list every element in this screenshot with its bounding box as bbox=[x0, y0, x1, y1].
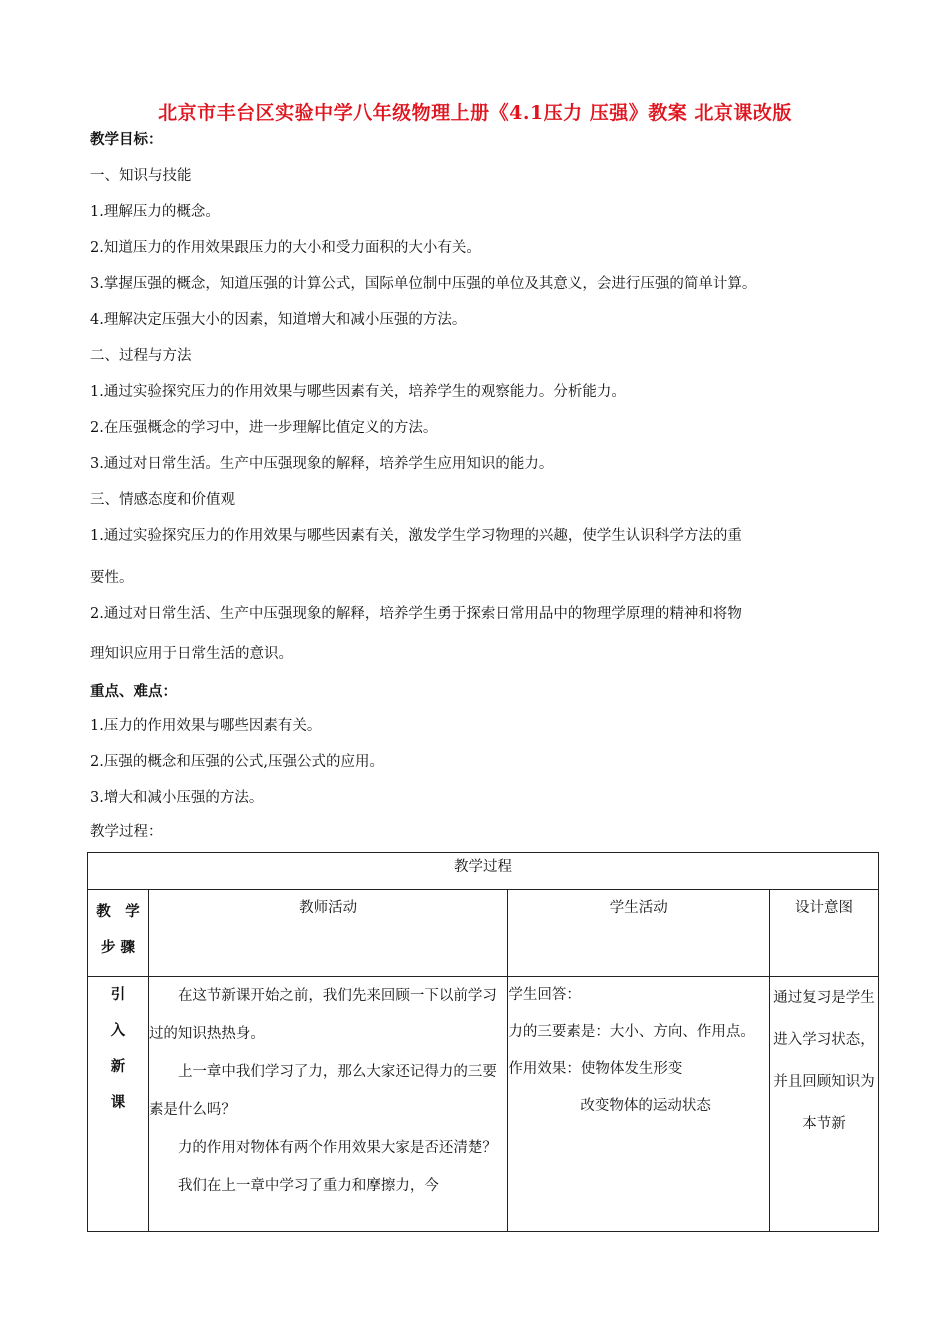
section-heading: 二、过程与方法 bbox=[90, 348, 192, 364]
step-cell bbox=[88, 977, 149, 1232]
col-header-student: 学生活动 bbox=[508, 890, 770, 977]
design-intent-cell: 通过复习是学生进入学习状态，并且回顾知识为本节新 bbox=[770, 977, 879, 1232]
student-line: 作用效果：使物体发生形变 bbox=[508, 1061, 683, 1077]
list-item: 4.理解决定压强大小的因素，知道增大和减小压强的方法。 bbox=[90, 312, 467, 328]
step-char: 课 bbox=[110, 1095, 126, 1111]
list-item: 2.通过对日常生活、生产中压强现象的解释，培养学生勇于探索日常用品中的物理学原理的精神和将物 bbox=[90, 606, 742, 622]
step-char: 入 bbox=[110, 1023, 126, 1039]
table-caption: 教学过程 bbox=[88, 853, 879, 890]
col-header-step-line2: 步 骤 bbox=[100, 940, 135, 956]
list-item: 2.知道压力的作用效果跟压力的大小和受力面积的大小有关。 bbox=[90, 240, 481, 256]
list-item: 2.压强的概念和压强的公式,压强公式的应用。 bbox=[90, 754, 384, 770]
list-item-continued: 要性。 bbox=[90, 570, 134, 586]
list-item: 1.理解压力的概念。 bbox=[90, 204, 220, 220]
list-item: 3.通过对日常生活。生产中压强现象的解释，培养学生应用知识的能力。 bbox=[90, 456, 554, 472]
list-item: 3.掌握压强的概念，知道压强的计算公式，国际单位制中压强的单位及其意义，会进行压强的简单计算。 bbox=[90, 276, 757, 292]
section-heading: 一、知识与技能 bbox=[90, 168, 192, 184]
key-points-heading: 重点、难点： bbox=[90, 684, 177, 700]
process-label: 教学过程： bbox=[90, 824, 163, 840]
goals-heading: 教学目标： bbox=[90, 132, 163, 148]
list-item-continued: 理知识应用于日常生活的意识。 bbox=[90, 646, 293, 662]
student-line: 力的三要素是：大小、方向、作用点。 bbox=[508, 1024, 755, 1040]
teacher-activity-cell bbox=[148, 977, 507, 1232]
table-header-row bbox=[88, 890, 879, 977]
list-item: 3.增大和减小压强的方法。 bbox=[90, 790, 264, 806]
teacher-paragraph: 力的作用对物体有两个作用效果大家是否还清楚？ bbox=[177, 1140, 497, 1156]
list-item: 1.压力的作用效果与哪些因素有关。 bbox=[90, 718, 322, 734]
list-item: 1.通过实验探究压力的作用效果与哪些因素有关，激发学生学习物理的兴趣，使学生认识科学方法的重 bbox=[90, 528, 742, 544]
teaching-process-table bbox=[87, 852, 879, 1232]
student-line: 改变物体的运动状态 bbox=[580, 1098, 711, 1114]
col-header-teacher: 教师活动 bbox=[148, 890, 507, 977]
step-char: 新 bbox=[110, 1059, 126, 1075]
col-header-step bbox=[88, 890, 149, 977]
teacher-paragraph: 我们在上一章中学习了重力和摩擦力，今 bbox=[177, 1178, 439, 1194]
table-row bbox=[88, 977, 879, 1232]
section-heading: 三、情感态度和价值观 bbox=[90, 492, 235, 508]
col-header-design: 设计意图 bbox=[770, 890, 879, 977]
student-line: 学生回答： bbox=[508, 987, 581, 1003]
document-title: 北京市丰台区实验中学八年级物理上册《4.1压力 压强》教案 北京课改版 bbox=[158, 102, 792, 124]
teacher-paragraph: 在这节新课开始之前，我们先来回顾一下以前学习过的知识热热身。 bbox=[148, 988, 497, 1042]
list-item: 2.在压强概念的学习中，进一步理解比值定义的方法。 bbox=[90, 420, 438, 436]
teacher-paragraph: 上一章中我们学习了力，那么大家还记得力的三要素是什么吗？ bbox=[148, 1064, 497, 1118]
step-char: 引 bbox=[110, 987, 126, 1003]
student-activity-cell bbox=[508, 977, 770, 1232]
list-item: 1.通过实验探究压力的作用效果与哪些因素有关，培养学生的观察能力。分析能力。 bbox=[90, 384, 626, 400]
col-header-step-line1: 教 学 bbox=[96, 904, 140, 920]
